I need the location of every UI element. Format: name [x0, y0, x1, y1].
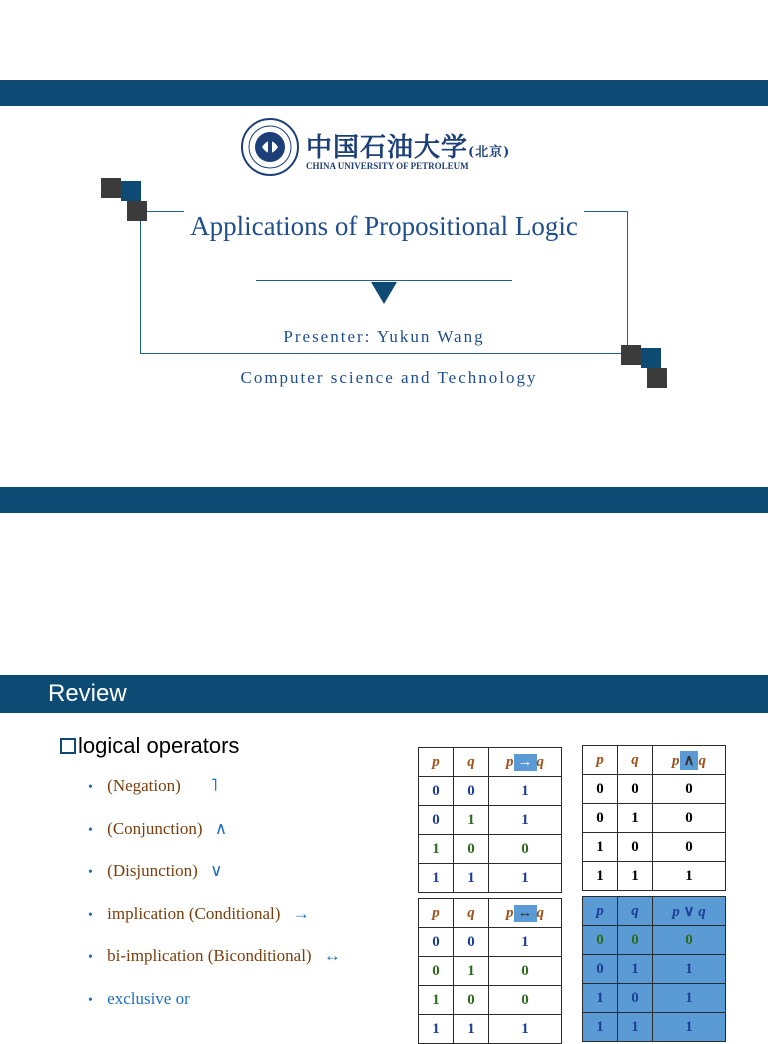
table-row	[583, 1013, 726, 1042]
table-cell: 1	[419, 986, 454, 1015]
table-cell: 0	[618, 984, 653, 1013]
table-cell: 1	[454, 957, 489, 986]
table-cell: 0	[419, 806, 454, 835]
table-row	[419, 1015, 562, 1044]
table-row	[419, 777, 562, 806]
list-item-text: implication (Conditional)	[107, 904, 281, 923]
table-cell: 1	[489, 777, 562, 806]
slide-title: Review	[48, 680, 127, 707]
department-name: Computer science and Technology	[240, 368, 538, 387]
table-row	[583, 833, 726, 862]
header-cell: p ∧ q	[653, 746, 726, 775]
table-cell: 0	[419, 777, 454, 806]
table-cell: 1	[489, 1015, 562, 1044]
corner-square-icon	[127, 201, 147, 221]
table-row	[419, 928, 562, 957]
table-header-row	[419, 748, 562, 777]
list-item-text: (Disjunction)	[107, 861, 198, 880]
table-cell: 1	[583, 984, 618, 1013]
corner-square-icon	[121, 181, 141, 201]
biconditional-truth-table	[418, 898, 562, 1044]
table-cell: 1	[583, 1013, 618, 1042]
table-cell: 0	[454, 835, 489, 864]
implication-symbol: →	[292, 904, 310, 923]
title-frame-right	[627, 211, 628, 354]
list-item-text: (Conjunction)	[107, 819, 203, 838]
list-item	[88, 819, 227, 839]
bottom-band	[0, 487, 768, 513]
table-row	[583, 984, 726, 1013]
table-cell: 1	[653, 984, 726, 1013]
logo-chinese-name: 中国石油大学(北京)	[306, 133, 511, 163]
table-cell: 0	[618, 775, 653, 804]
list-item	[88, 904, 310, 924]
triangle-down-icon	[371, 282, 397, 304]
bullet-icon: •	[88, 950, 93, 965]
table-cell: 1	[454, 864, 489, 893]
disjunction-truth-table	[582, 896, 726, 1042]
corner-square-icon	[101, 178, 121, 198]
table-cell: 0	[454, 777, 489, 806]
logo-english-name: CHINA UNIVERSITY OF PETROLEUM	[306, 161, 469, 171]
table-cell: 0	[454, 928, 489, 957]
list-item	[88, 946, 341, 966]
corner-square-icon	[641, 348, 661, 368]
table-cell: 1	[489, 928, 562, 957]
table-cell: 1	[618, 955, 653, 984]
header-cell: q	[454, 748, 489, 777]
header-cell: p	[583, 897, 618, 926]
table-cell: 0	[583, 926, 618, 955]
table-header-row	[419, 899, 562, 928]
operator-highlight: →	[514, 754, 537, 771]
bullet-icon: •	[88, 908, 93, 923]
table-cell: 0	[653, 804, 726, 833]
table-cell: 0	[653, 775, 726, 804]
table-cell: 1	[419, 864, 454, 893]
table-row	[583, 775, 726, 804]
table-cell: 0	[419, 928, 454, 957]
table-cell: 0	[618, 926, 653, 955]
title-frame-left	[140, 211, 141, 354]
conjunction-symbol: ∧	[214, 819, 228, 838]
table-cell: 1	[489, 806, 562, 835]
table-cell: 1	[454, 806, 489, 835]
table-cell: 1	[618, 1013, 653, 1042]
table-cell: 0	[419, 957, 454, 986]
bullet-icon: •	[88, 780, 93, 795]
top-band	[0, 80, 768, 106]
table-cell: 0	[489, 835, 562, 864]
table-row	[419, 986, 562, 1015]
table-cell: 0	[489, 957, 562, 986]
table-row	[583, 804, 726, 833]
biconditional-symbol: ↔	[323, 946, 341, 965]
table-cell: 1	[653, 862, 726, 891]
table-header-row	[583, 746, 726, 775]
header-cell: p	[419, 899, 454, 928]
table-row	[583, 862, 726, 891]
bullet-icon: •	[88, 865, 93, 880]
list-item-text: bi-implication (Biconditional)	[107, 946, 312, 965]
list-item	[88, 776, 218, 796]
implication-truth-table	[418, 747, 562, 893]
checkbox-icon	[60, 738, 76, 754]
table-row	[419, 806, 562, 835]
table-row	[583, 955, 726, 984]
section-heading	[60, 733, 239, 759]
conjunction-truth-table	[582, 745, 726, 891]
list-item-text: (Negation)	[107, 776, 181, 795]
header-cell: p → q	[489, 748, 562, 777]
bullet-icon: •	[88, 993, 93, 1008]
table-cell: 1	[489, 864, 562, 893]
table-row	[419, 835, 562, 864]
header-cell: p ∨ q	[653, 897, 726, 926]
university-logo	[240, 117, 511, 179]
table-header-row	[583, 897, 726, 926]
list-item-text: exclusive or	[107, 989, 190, 1008]
title-frame-bottom	[140, 353, 628, 354]
table-row	[419, 957, 562, 986]
header-cell: q	[618, 897, 653, 926]
operator-highlight: ∧	[680, 751, 699, 770]
header-cell: q	[454, 899, 489, 928]
table-cell: 1	[583, 833, 618, 862]
table-cell: 1	[653, 955, 726, 984]
disjunction-symbol: ∨	[210, 861, 223, 880]
table-cell: 0	[454, 986, 489, 1015]
corner-square-icon	[647, 368, 667, 388]
table-cell: 1	[419, 835, 454, 864]
table-cell: 0	[583, 775, 618, 804]
header-cell: p ↔ q	[489, 899, 562, 928]
table-cell: 0	[583, 955, 618, 984]
operator-highlight: ↔	[514, 905, 537, 922]
header-cell: p	[419, 748, 454, 777]
list-item	[88, 861, 223, 881]
table-cell: 1	[618, 862, 653, 891]
presenter-name: Presenter: Yukun Wang	[283, 327, 485, 346]
table-cell: 0	[618, 833, 653, 862]
table-cell: 0	[653, 833, 726, 862]
list-item	[88, 989, 190, 1009]
presentation-title: Applications of Propositional Logic	[184, 209, 584, 244]
university-seal-icon	[240, 117, 300, 177]
header-cell: p	[583, 746, 618, 775]
section-heading-text: logical operators	[78, 733, 240, 758]
bullet-icon: •	[88, 823, 93, 838]
table-cell: 0	[653, 926, 726, 955]
table-row	[419, 864, 562, 893]
header-cell: q	[618, 746, 653, 775]
table-row	[583, 926, 726, 955]
corner-square-icon	[621, 345, 641, 365]
table-cell: 1	[618, 804, 653, 833]
table-cell: 0	[489, 986, 562, 1015]
table-cell: 0	[583, 804, 618, 833]
table-cell: 1	[454, 1015, 489, 1044]
title-underline	[256, 280, 512, 281]
table-cell: 1	[653, 1013, 726, 1042]
negation-symbol: ˥	[211, 776, 218, 795]
table-cell: 1	[419, 1015, 454, 1044]
table-cell: 1	[583, 862, 618, 891]
